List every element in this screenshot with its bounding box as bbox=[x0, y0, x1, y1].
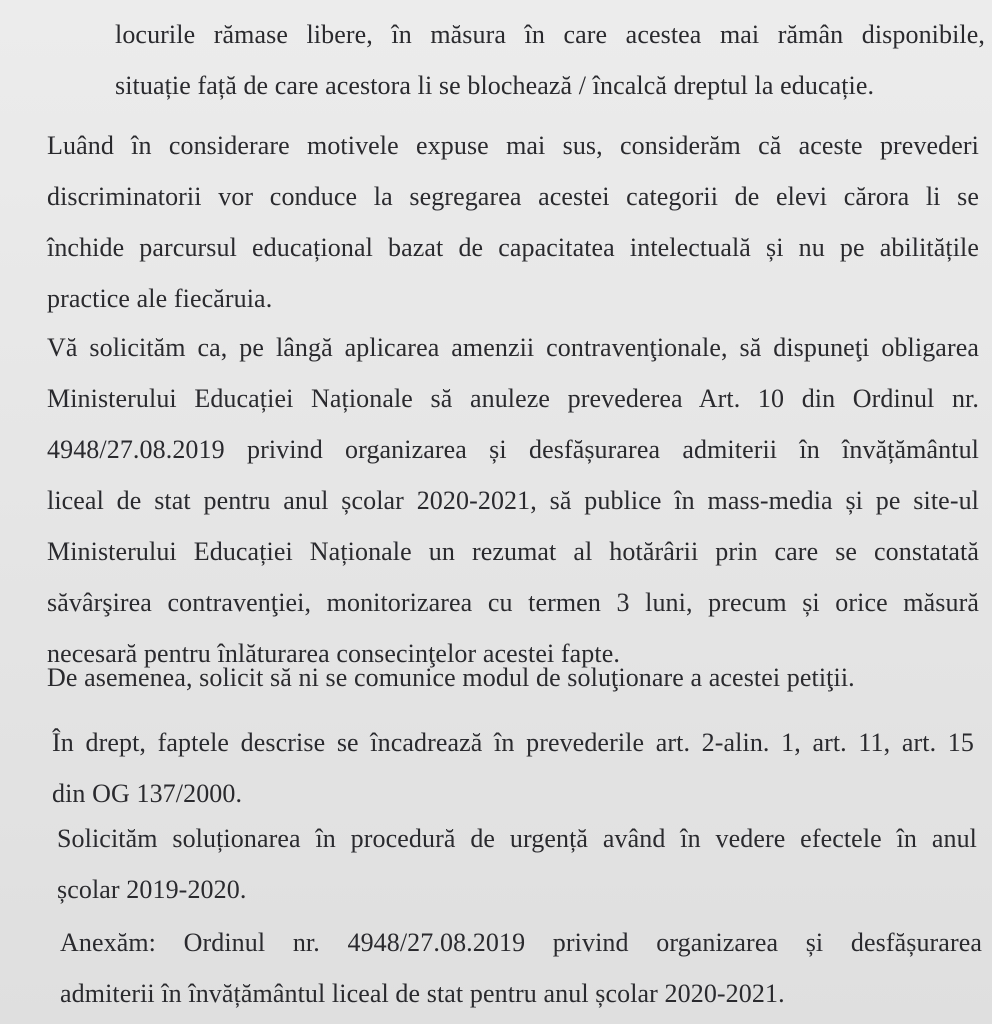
text-line: Luând în considerare motivele expuse mai sus, considerăm că aceste prevederi bbox=[47, 131, 979, 160]
text-line: discriminatorii vor conduce la segregarea acestei categorii de elevi cărora li se bbox=[47, 182, 979, 211]
text-line: închide parcursul educațional bazat de capacitatea intelectuală și nu pe abilitățile bbox=[47, 233, 979, 262]
text-line: Vă solicităm ca, pe lângă aplicarea amenzii contravenţionale, să dispuneţi obligarea bbox=[47, 333, 979, 362]
paragraph-2 bbox=[47, 120, 979, 324]
text-line: 4948/27.08.2019 privind organizarea și desfășurarea admiterii în învățământul bbox=[47, 435, 979, 464]
text-line: Ministerului Educației Naționale să anuleze prevederea Art. 10 din Ordinul nr. bbox=[47, 384, 979, 413]
text-line: locurile rămase libere, în măsura în care acestea mai rămân disponibile, bbox=[115, 20, 985, 49]
paragraph-5 bbox=[52, 717, 974, 819]
text-line: De asemenea, solicit să ni se comunice modul de soluţionare a acestei petiţii. bbox=[47, 663, 855, 692]
paragraph-4 bbox=[47, 652, 947, 703]
text-line: necesară pentru înlăturarea consecinţelor acestei fapte. bbox=[47, 639, 620, 668]
text-line: Anexăm: Ordinul nr. 4948/27.08.2019 privind organizarea și desfășurarea bbox=[60, 928, 982, 957]
text-line: Solicităm soluționarea în procedură de urgență având în vedere efectele în anul bbox=[57, 824, 977, 853]
text-line: liceal de stat pentru anul școlar 2020-2021, să publice în mass-media și pe site-ul bbox=[47, 486, 979, 515]
paragraph-3 bbox=[47, 322, 979, 679]
text-line: practice ale fiecăruia. bbox=[47, 284, 273, 313]
text-line: situație față de care acestora li se blochează / încalcă dreptul la educație. bbox=[115, 71, 875, 100]
text-line: săvârşirea contravenţiei, monitorizarea cu termen 3 luni, precum și orice măsură bbox=[47, 588, 979, 617]
paragraph-1 bbox=[115, 9, 985, 111]
text-line: școlar 2019-2020. bbox=[57, 875, 247, 904]
text-line: În drept, faptele descrise se încadrează în prevederile art. 2-alin. 1, art. 11, art. 15 bbox=[52, 728, 974, 757]
text-line: admiterii în învățământul liceal de stat pentru anul școlar 2020-2021. bbox=[60, 979, 785, 1008]
paragraph-7 bbox=[60, 917, 982, 1019]
paragraph-6 bbox=[57, 813, 977, 915]
text-line: Ministerului Educației Naționale un rezumat al hotărârii prin care se constatată bbox=[47, 537, 979, 566]
text-line: din OG 137/2000. bbox=[52, 779, 243, 808]
